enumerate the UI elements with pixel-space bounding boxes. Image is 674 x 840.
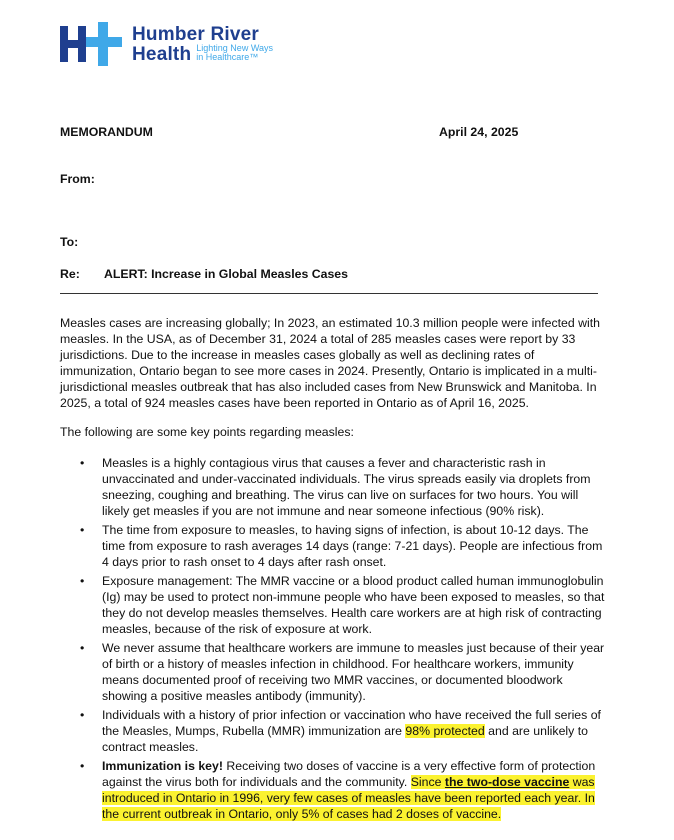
to-label: To:: [60, 235, 79, 249]
re-label: Re:: [60, 267, 80, 281]
memo-date: April 24, 2025: [439, 125, 519, 139]
underlined-text: the two-dose vaccine: [444, 775, 570, 789]
bullet: •: [80, 708, 85, 722]
divider-line: [60, 293, 598, 294]
highlighted-text: Since the two-dose vaccine was introduced in Ontario in 1996, very few cases of measles have been reported each year. In the current outbreak in Ontario, only 5% of cases had 2 doses of vaccine.: [102, 775, 595, 821]
intro-paragraph: Measles cases are increasing globally; In 2023, an estimated 10.3 million people were infected with measles. In the USA, as of December 31, 2024 a total of 285 measles cases were report by 33 jurisdictions. Due to the increase in measles cases globally as well as declining rates of immunization, Ontario began to see more cases in 2024. Presently, Ontario is implicated in a multi-jurisdictional measles outbreak that has also included cases from New Brunswick and Manitoba. In 2025, a total of 924 measles cases have been reported in Ontario as of April 16, 2025.: [60, 316, 601, 410]
humber-river-health-logo: [60, 22, 273, 68]
key-points-intro: The following are some key points regarding measles:: [60, 425, 354, 439]
from-label: From:: [60, 172, 95, 186]
logo-tagline-1: Lighting New Ways: [196, 43, 273, 53]
hospital-cross-logo-icon: [60, 22, 124, 66]
logo-name-line2: Health: [132, 44, 192, 65]
bullet: •: [80, 641, 85, 655]
bullet: •: [80, 574, 85, 588]
memo-heading: MEMORANDUM: [60, 125, 153, 139]
emphasis-text: Immunization is key!: [102, 759, 223, 773]
bullet: •: [80, 456, 85, 470]
list-item: • Immunization is key! Receiving two doses of vaccine is a very effective form of protection against the virus both for individuals and the community. Since the two-dose vaccine was introduced in Ontario in 1996, very few cases of measles have been reported each year. In the current outbreak in Ontario, only 5% of cases had 2 doses of vaccine.: [80, 759, 596, 821]
list-item: • Measles is a highly contagious virus that causes a fever and characteristic rash in unvaccinated and under-vaccinated individuals. The virus spreads easily via droplets from sneezing, coughing and breathing. The virus can live on surfaces for two hours. You will likely get measles if you are not immune and near someone infectious (90% risk).: [80, 456, 591, 518]
key-points-list: [60, 455, 608, 825]
bullet: •: [80, 759, 85, 773]
list-item: • We never assume that healthcare workers are immune to measles just because of their year of birth or a history of measles infection in childhood. For healthcare workers, immunity means documented proof of receiving two MMR vaccines, or documented bloodwork showing a positive measles antibody (immunity).: [80, 641, 605, 703]
logo-name-line1: Humber River: [132, 24, 259, 45]
list-item: • Exposure management: The MMR vaccine or a blood product called human immunoglobulin (Ig) may be used to protect non-immune people who have been exposed to measles, so that they do not develop measles themselves. Health care workers are at high risk of contracting measles, because of the risk of exposure at work.: [80, 574, 605, 636]
memo-subject: ALERT: Increase in Global Measles Cases: [104, 267, 348, 281]
logo-tagline-2: in Healthcare™: [196, 52, 259, 62]
bullet: •: [80, 523, 85, 537]
highlighted-text: 98% protected: [405, 724, 485, 738]
list-item: • Individuals with a history of prior infection or vaccination who have received the full series of the Measles, Mumps, Rubella (MMR) immunization are 98% protected and are unlikely to contract measles.: [80, 708, 601, 754]
list-item: • The time from exposure to measles, to having signs of infection, is about 10-12 days. The time from exposure to rash averages 14 days (range: 7-21 days). People are infectious from 4 days prior to rash onset to 4 days after rash onset.: [80, 523, 603, 569]
